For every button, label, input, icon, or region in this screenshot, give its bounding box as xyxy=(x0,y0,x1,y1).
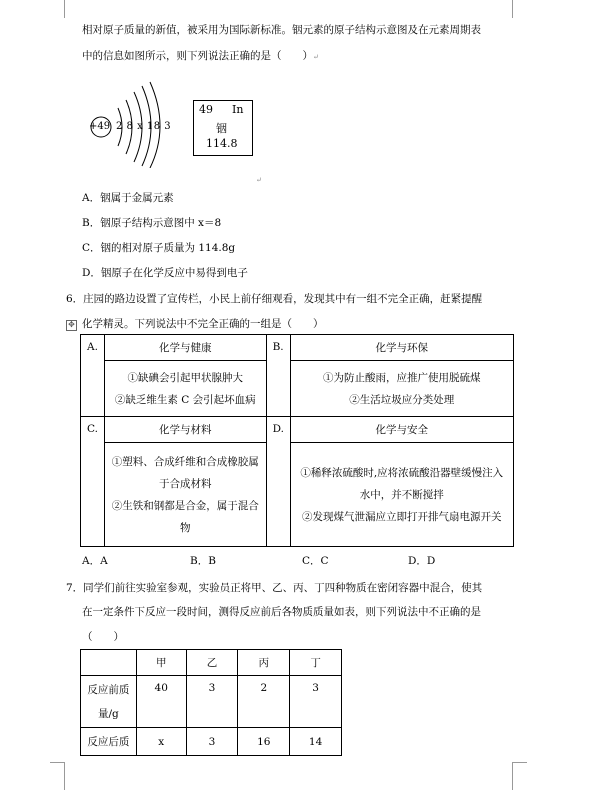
q6-answer-b: B．B xyxy=(190,555,216,567)
q5-text-line-2: 中的信息如图所示，则下列说法正确的是（ ）↵ xyxy=(82,50,319,62)
nucleus-charge: +49 xyxy=(89,121,111,132)
q7-header-ding: 丁 xyxy=(290,650,342,676)
q7-row-after-label: 反应后质 xyxy=(81,728,137,756)
q7-header-jia: 甲 xyxy=(136,650,186,676)
q5-text-line-1: 相对原子质量的新值，被采用为国际新标准。铟元素的原子结构示意图及在元素周期表 xyxy=(82,24,481,36)
atomic-number: 49 xyxy=(199,103,213,116)
q6-cell-content-b xyxy=(290,361,513,417)
crop-mark-bottom-right xyxy=(512,762,527,790)
q6-b-item-2: ②生活垃圾应分类处理 xyxy=(349,393,455,406)
q7-header-blank xyxy=(81,650,137,676)
q6-c-item-3: ②生铁和钢都是合金，属于混合 xyxy=(111,499,259,512)
q5-text-line-2-content: 中的信息如图所示，则下列说法正确的是（ ） xyxy=(82,50,313,62)
q6-c-item-4: 物 xyxy=(180,521,191,534)
element-symbol: In xyxy=(232,103,244,116)
q7-text-line-2: 在一定条件下反应一段时间，测得反应前后各物质质量如表，则下列说法中不正确的是 xyxy=(82,606,481,618)
q7-row-before-label xyxy=(81,676,137,728)
q6-cell-title-d: 化学与安全 xyxy=(290,417,513,443)
q7-before-yi: 3 xyxy=(186,676,238,728)
q7-header-bing: 丙 xyxy=(238,650,290,676)
q6-a-item-2: ②缺乏维生素 C 会引起坏血病 xyxy=(114,393,256,406)
q7-row-before-label-2: 量/g xyxy=(98,707,119,720)
q6-cell-title-c: 化学与材料 xyxy=(104,417,266,443)
q6-options-table xyxy=(80,334,514,547)
q7-before-jia: 40 xyxy=(136,676,186,728)
q5-option-b: B．铟原子结构示意图中 x＝8 xyxy=(82,217,222,229)
q5-option-a: A．铟属于金属元素 xyxy=(82,192,174,204)
q6-d-item-1: ①稀释浓硫酸时,应将浓硫酸沿器壁缓慢注入 xyxy=(300,466,504,479)
q7-after-jia: x xyxy=(136,728,186,756)
crop-mark-top-right xyxy=(512,0,527,18)
electron-shells: 2 8 x 18 3 xyxy=(116,121,172,132)
q6-text-line-2: 化学精灵。下列说法中不完全正确的一组是（ ） xyxy=(82,318,324,330)
q6-answer-c: C．C xyxy=(302,555,329,567)
paragraph-mark: ↵ xyxy=(256,176,262,184)
q6-cell-content-c xyxy=(104,443,266,547)
q6-c-item-1: ①塑料、合成纤维和合成橡胶属 xyxy=(111,455,259,468)
q6-text-line-1: 6．庄园的路边设置了宣传栏，小民上前仔细观看，发现其中有一组不完全正确，赶紧提醒 xyxy=(66,293,483,305)
q6-d-item-2: 水中，并不断搅拌 xyxy=(359,488,444,501)
q6-cell-title-b: 化学与环保 xyxy=(290,335,513,361)
q7-before-ding: 3 xyxy=(290,676,342,728)
q6-answer-d: D．D xyxy=(408,555,436,567)
atomic-mass: 114.8 xyxy=(206,137,238,150)
q6-d-item-3: ②发现煤气泄漏应立即打开排气扇电源开关 xyxy=(302,510,502,523)
q6-a-item-1: ①缺碘会引起甲状腺肿大 xyxy=(127,371,244,384)
q7-mass-table xyxy=(80,649,342,756)
q7-after-bing: 16 xyxy=(238,728,290,756)
q6-b-item-1: ①为防止酸雨，应推广使用脱硫煤 xyxy=(323,371,481,384)
q6-cell-content-d xyxy=(290,443,513,547)
q7-text-line-1: 7．同学们前往实验室参观，实验员正将甲、乙、丙、丁四种物质在密闭容器中混合，使其 xyxy=(66,582,483,594)
q7-row-before-label-1: 反应前质 xyxy=(87,683,130,696)
q6-cell-label-a: A. xyxy=(81,335,105,417)
q7-header-yi: 乙 xyxy=(186,650,238,676)
element-name: 铟 xyxy=(216,122,227,135)
crop-mark-top-left xyxy=(50,0,65,18)
q7-text-line-3: （ ） xyxy=(82,631,124,643)
q6-answer-a: A．A xyxy=(82,555,108,567)
q6-cell-label-c: C. xyxy=(81,417,105,547)
table-move-handle-icon[interactable]: ✥ xyxy=(66,320,77,331)
element-info-box xyxy=(193,100,253,156)
q6-cell-content-a xyxy=(104,361,266,417)
q7-after-yi: 3 xyxy=(186,728,238,756)
q7-before-bing: 2 xyxy=(238,676,290,728)
q6-cell-title-a: 化学与健康 xyxy=(104,335,266,361)
q5-option-d: D．铟原子在化学反应中易得到电子 xyxy=(82,267,248,279)
q6-cell-label-b: B. xyxy=(266,335,290,417)
crop-mark-bottom-left xyxy=(50,762,65,790)
q6-c-item-2: 于合成材料 xyxy=(159,477,212,490)
q7-after-ding: 14 xyxy=(290,728,342,756)
q5-option-c: C．铟的相对原子质量为 114.8g xyxy=(82,242,236,254)
q6-cell-label-d: D. xyxy=(266,417,290,547)
